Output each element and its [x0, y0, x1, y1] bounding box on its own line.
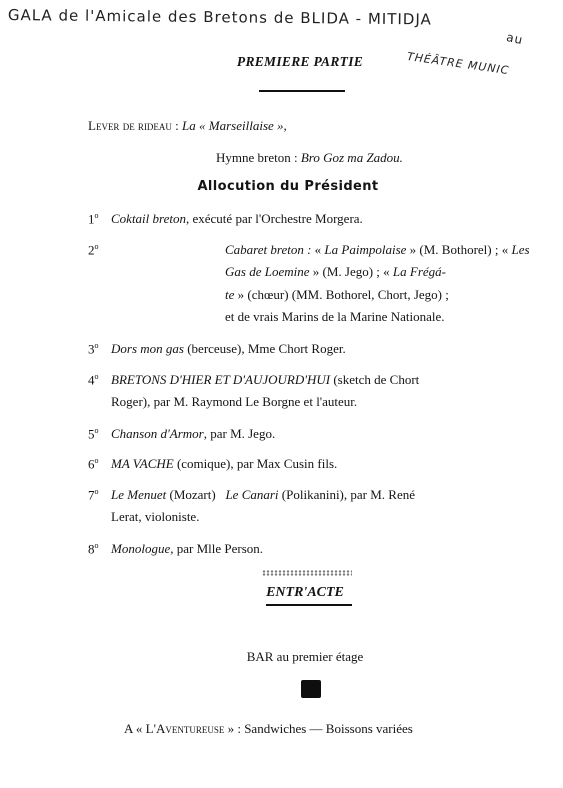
item-detail: , exécuté par l'Orchestre Morgera. [186, 211, 363, 226]
item-line [111, 538, 540, 560]
item-number-digit: 2 [88, 242, 95, 258]
item-number-suffix: o [94, 242, 99, 251]
item-title: Le Canari [225, 487, 279, 502]
item-detail: « [311, 242, 325, 257]
item-number-digit: 7 [88, 487, 95, 503]
item-number-suffix: o [94, 426, 99, 435]
item-title: Chanson d'Armor [111, 426, 204, 441]
item-line [225, 261, 540, 283]
programme-item [111, 453, 540, 475]
item-number-digit: 4 [88, 372, 95, 388]
item-title: BRETONS D'HIER ET D'AUJOURD'HUI [111, 372, 331, 387]
programme-item [111, 484, 540, 529]
item-detail: Roger), par M. Raymond Le Borgne et l'auteur. [111, 394, 358, 410]
programme-item [111, 338, 540, 360]
item-title: Dors mon gas [111, 341, 184, 356]
handwritten-title: GALA de l'Amicale des Bretons de BLIDA - MITIDJA [7, 6, 432, 29]
item-number [88, 456, 99, 472]
item-line [111, 423, 540, 445]
hymne-breton [216, 150, 403, 166]
lever-label: Lever de rideau : [88, 118, 179, 133]
item-title: Les [511, 242, 530, 257]
item-detail: » (M. Bothorel) ; « [406, 242, 512, 257]
item-detail: Lerat, violoniste. [111, 509, 200, 525]
item-line [225, 239, 540, 261]
item-number-digit: 1 [88, 211, 95, 227]
item-detail: (berceuse), Mme Chort Roger. [183, 341, 346, 356]
bar-notice: BAR au premier étage [246, 649, 364, 664]
hymne-prefix: Hymne breton : [216, 150, 298, 165]
item-detail: » (chœur) (MM. Bothorel, Chort, Jego) ; [234, 286, 449, 302]
item-number-digit: 8 [88, 541, 95, 557]
item-title: MA VACHE [111, 456, 174, 471]
item-detail: , par Mlle Person. [170, 541, 264, 556]
item-number [88, 541, 99, 557]
item-line [111, 208, 540, 230]
item-number-digit: 3 [88, 341, 95, 357]
item-detail: , par M. Jego. [203, 426, 276, 441]
dotted-ornament [262, 570, 352, 576]
item-number-digit: 6 [88, 456, 95, 472]
allocution-heading: Allocution du Président [197, 179, 379, 194]
item-number-suffix: o [94, 372, 99, 381]
item-number [88, 341, 99, 357]
item-line [111, 369, 540, 391]
item-title: Coktail breton [111, 211, 186, 226]
programme-item [111, 369, 540, 414]
item-title: Gas de Loemine [225, 264, 310, 280]
item-number [88, 426, 99, 442]
item-detail: (Mozart) [166, 487, 226, 502]
item-number [88, 372, 99, 388]
item-line [111, 506, 540, 528]
hymne-title: Bro Goz ma Zadou. [300, 150, 403, 165]
item-number [88, 242, 99, 258]
item-number-suffix: o [94, 211, 99, 220]
aventureuse-suffix: » : Sandwiches — Boissons variées [224, 721, 413, 736]
item-number-suffix: o [94, 487, 99, 496]
part-title: PREMIERE PARTIE [236, 54, 364, 69]
item-line [225, 284, 540, 306]
item-title: La Paimpolaise [324, 242, 407, 257]
entracte-heading: ENTR'ACTE [266, 585, 344, 600]
item-detail: (sketch de Chort [330, 372, 420, 387]
programme-item [225, 239, 540, 328]
item-line [111, 391, 540, 413]
item-detail: (comique), par Max Cusin fils. [173, 456, 338, 471]
item-number-digit: 5 [88, 426, 95, 442]
item-detail: » (M. Jego) ; « [309, 264, 393, 280]
item-line [111, 484, 540, 506]
item-line [111, 338, 540, 360]
item-title: te [225, 286, 235, 302]
lever-de-rideau [88, 118, 287, 134]
handwritten-theatre: THÉÂTRE MUNIC [406, 50, 511, 78]
programme-item [111, 208, 540, 230]
item-title: Cabaret breton : [225, 242, 312, 257]
aventureuse-prefix: A « [124, 721, 146, 736]
item-detail: (Polikanini), par M. René [278, 487, 416, 502]
square-ornament [301, 680, 321, 698]
item-detail: et de vrais Marins de la Marine Nationale. [225, 308, 445, 324]
item-number-suffix: o [94, 541, 99, 550]
lever-piece: La « Marseillaise », [182, 118, 287, 133]
item-title: Le Menuet [111, 487, 167, 502]
item-number [88, 487, 99, 503]
item-title: La Frégá- [392, 264, 447, 280]
programme-item [111, 423, 540, 445]
title-rule [259, 90, 345, 92]
item-number-suffix: o [94, 341, 99, 350]
item-line [111, 453, 540, 475]
item-number-suffix: o [94, 456, 99, 465]
aventureuse-line [124, 721, 413, 737]
entracte-rule [266, 604, 352, 606]
handwritten-au: au [505, 30, 525, 48]
item-title: Monologue [111, 541, 171, 556]
item-number [88, 211, 99, 227]
programme-item [111, 538, 540, 560]
aventureuse-name: L'Aventureuse [145, 721, 225, 736]
item-line [225, 306, 540, 328]
